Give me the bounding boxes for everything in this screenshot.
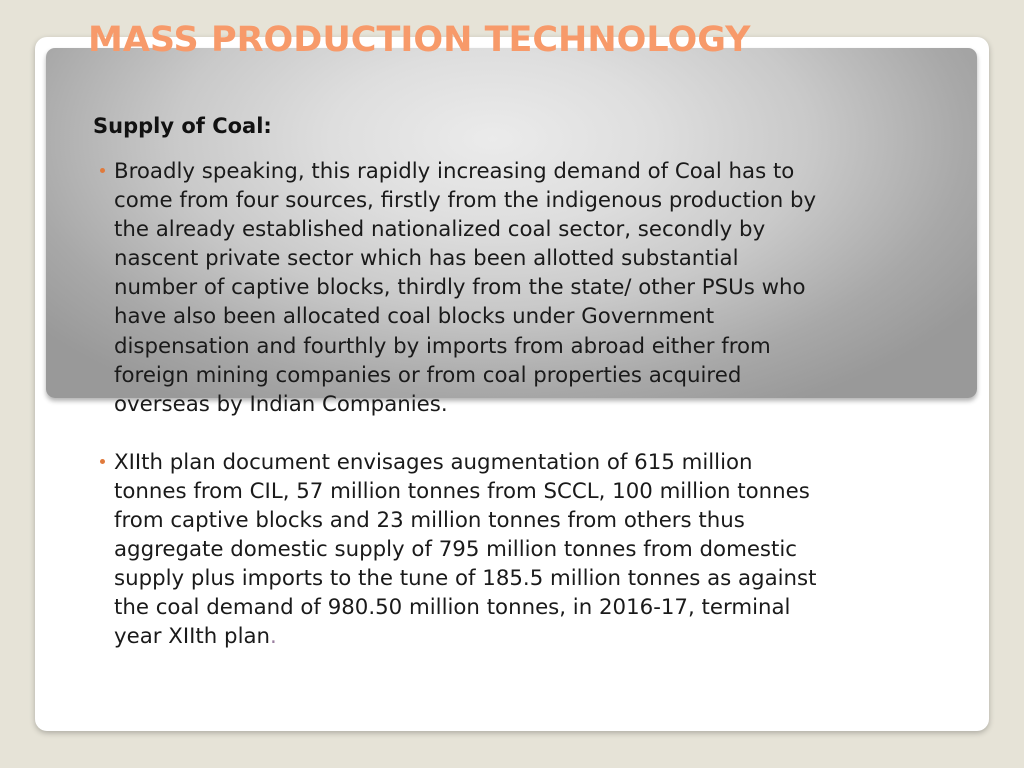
bullet-dot-icon — [100, 168, 105, 173]
bullet-text: XIIth plan document envisages augmentation of 615 million tonnes from CIL, 57 million tonnes from SCCL, 100 million tonnes from captive blocks and 23 million tonnes from others thus aggregate domestic supply of 795 million tonnes from domestic supply plus imports to the tune of 185.5 million tonnes as against the coal demand of 980.50 million tonnes, in 2016-17, terminal year XIIth plan — [114, 449, 817, 650]
bullet-item-coal-sources — [98, 157, 818, 419]
bullet-item-xiith-plan — [98, 448, 818, 652]
slide-title: MASS PRODUCTION TECHNOLOGY — [88, 20, 751, 60]
slide-subtitle: Supply of Coal: — [93, 114, 272, 138]
bullet-text: Broadly speaking, this rapidly increasing demand of Coal has to come from four sources, firstly from the indigenous production by the already established nationalized coal sector, secondly by nascent private sector which has been allotted substantial number of captive blocks, thirdly from the state/ other PSUs who have also been allocated coal blocks under Government dispensation and fourthly by imports from abroad either from foreign mining companies or from coal properties acquired overseas by Indian Companies. — [114, 159, 817, 417]
bullet-dot-icon — [100, 459, 105, 464]
bullet-list — [98, 157, 818, 652]
bullet-trailing-period: . — [270, 624, 277, 650]
